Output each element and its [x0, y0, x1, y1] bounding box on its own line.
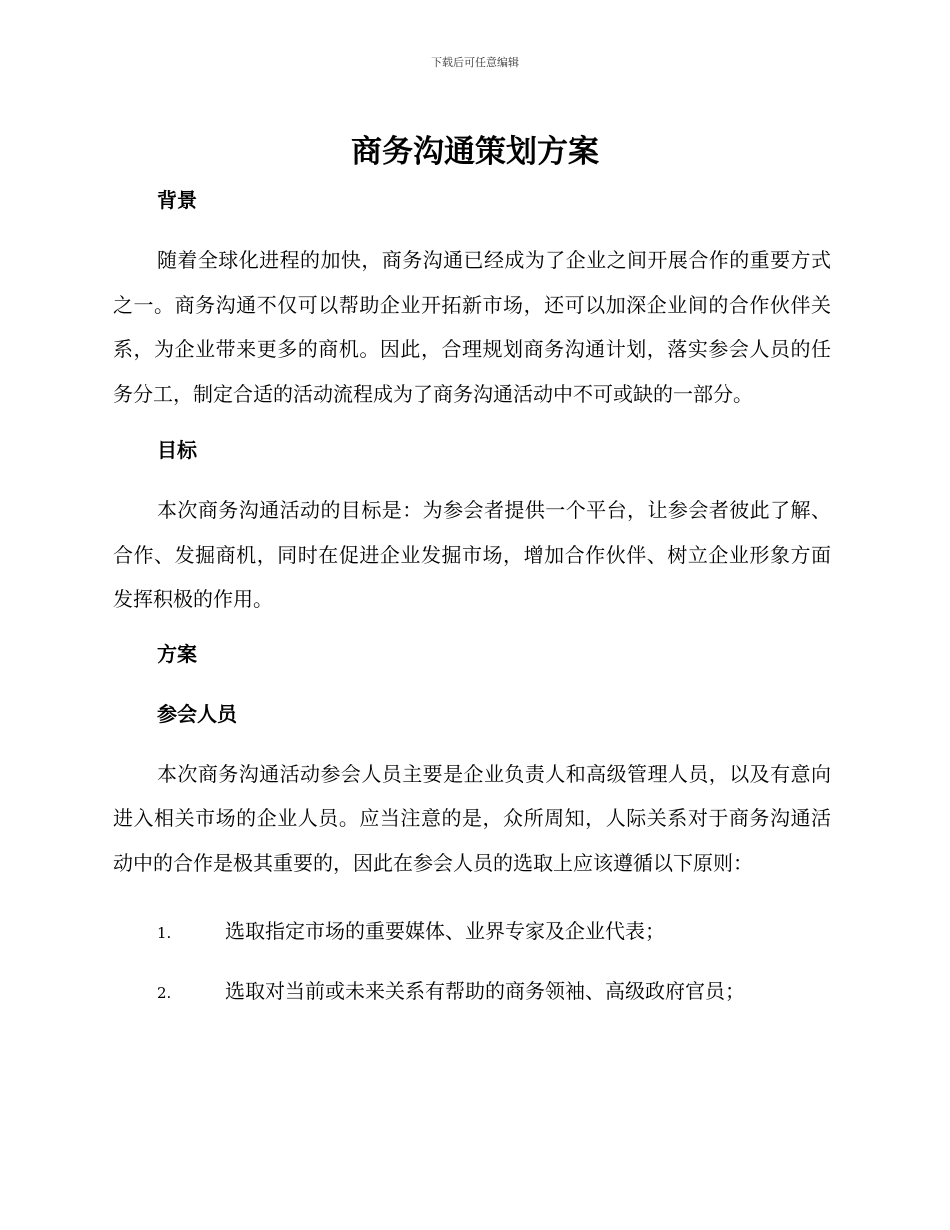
list-item [113, 973, 831, 1011]
background-paragraph: 随着全球化进程的加快，商务沟通已经成为了企业之间开展合作的重要方式之一。商务沟通不仅可以帮助企业开拓新市场，还可以加深企业间的合作伙伴关系，为企业带来更多的商机。因此，合理规划商务沟通计划，落实参会人员的任务分工，制定合适的活动流程成为了商务沟通活动中不可或缺的一部分。 [113, 248, 831, 406]
header-note: 下载后可任意编辑 [431, 56, 519, 69]
list-item-number: 1. [157, 924, 172, 942]
section-heading-plan: 方案 [157, 641, 197, 666]
section-heading-background: 背景 [157, 188, 197, 212]
section-heading-goal: 目标 [157, 438, 197, 462]
list-item [113, 913, 831, 951]
document-title: 商务沟通策划方案 [351, 134, 599, 170]
selection-principles-list [113, 913, 831, 1011]
participants-paragraph: 本次商务沟通活动参会人员主要是企业负责人和高级管理人员，以及有意向进入相关市场的企业人员。应当注意的是，众所周知，人际关系对于商务沟通活动中的合作是极其重要的，因此在参会人员的选取上应该遵循以下原则： [113, 761, 831, 875]
list-item-text: 选取指定市场的重要媒体、业界专家及企业代表； [225, 919, 665, 943]
section-heading-participants: 参会人员 [157, 701, 237, 726]
goal-paragraph: 本次商务沟通活动的目标是：为参会者提供一个平台，让参会者彼此了解、合作、发掘商机，同时在促进企业发掘市场，增加合作伙伴、树立企业形象方面发挥积极的作用。 [113, 498, 831, 611]
list-item-text: 选取对当前或未来关系有帮助的商务领袖、高级政府官员； [225, 979, 745, 1003]
document-body [113, 182, 831, 1033]
list-item-number: 2. [157, 984, 172, 1002]
